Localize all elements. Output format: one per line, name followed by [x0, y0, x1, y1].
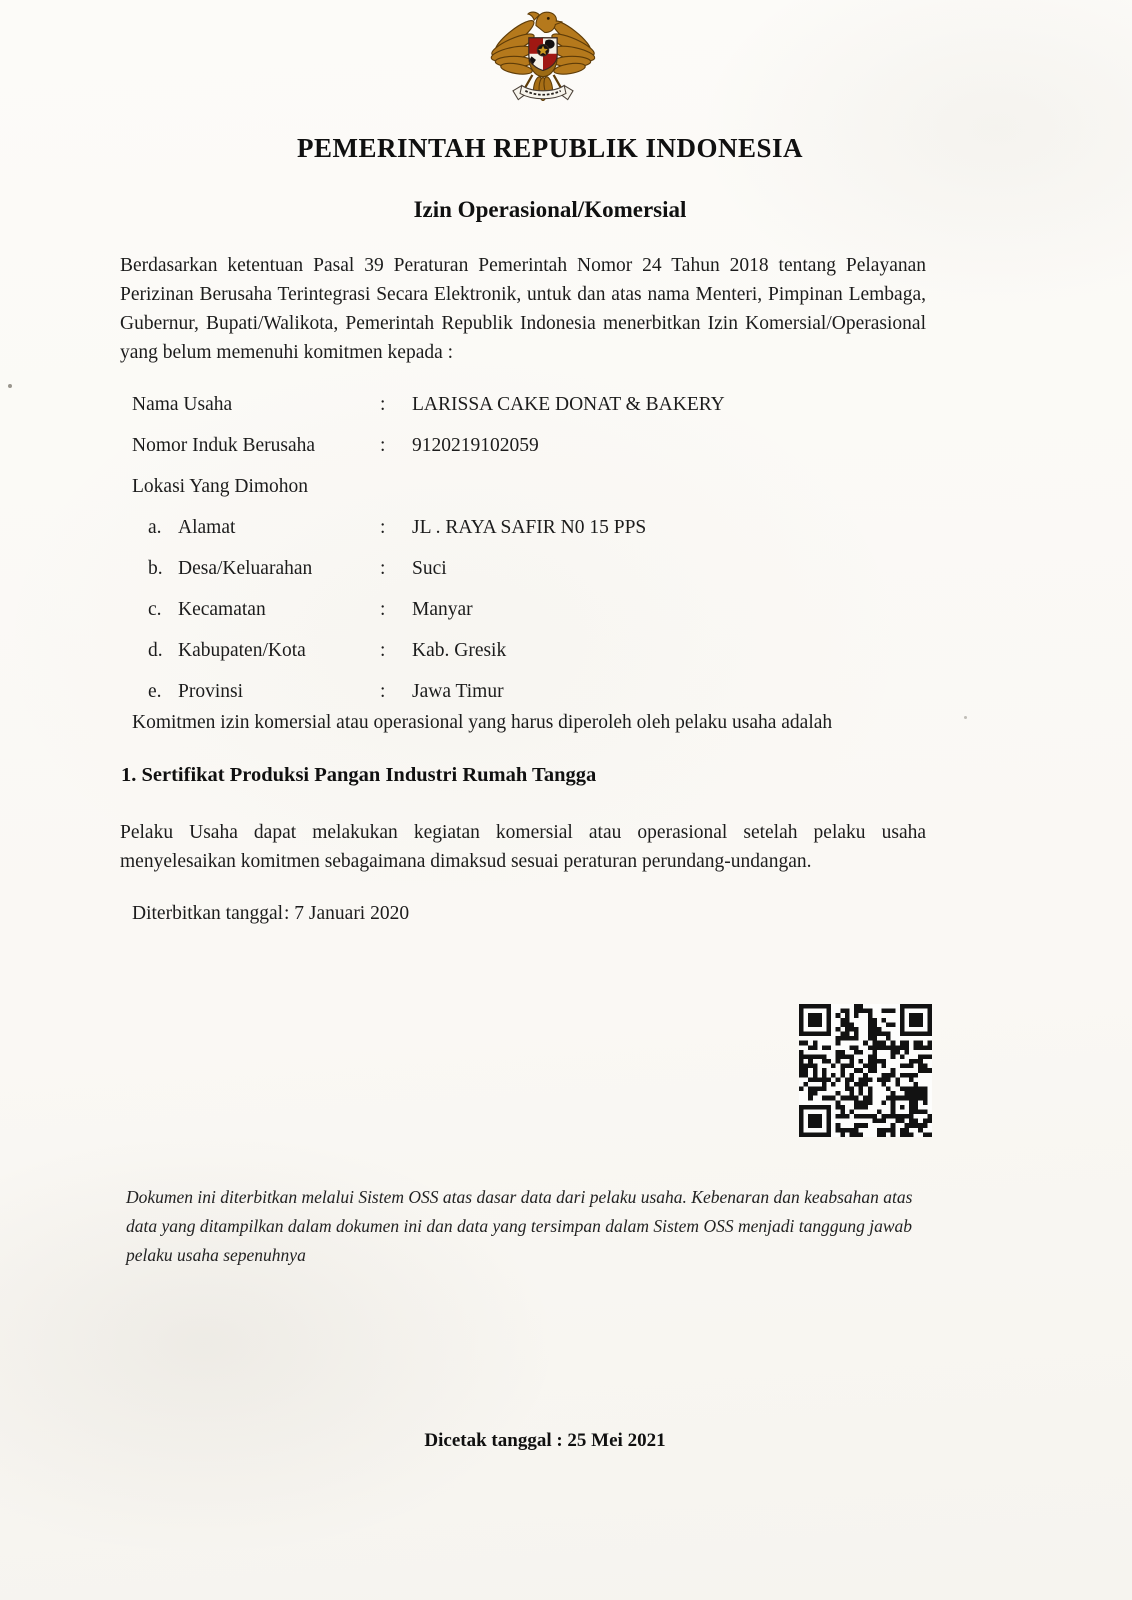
issued-date-label: Diterbitkan tanggal — [132, 903, 284, 924]
field-value: 9120219102059 — [412, 435, 539, 456]
field-colon: : — [380, 640, 386, 661]
field-label: Kabupaten/Kota — [178, 640, 306, 661]
item-letter: a. — [148, 517, 162, 538]
field-colon: : — [380, 517, 386, 538]
location-row-desa — [132, 558, 932, 599]
scan-speck — [8, 384, 12, 388]
field-colon: : — [380, 558, 386, 579]
location-row-kecamatan — [132, 599, 932, 640]
field-label: Provinsi — [178, 681, 244, 702]
field-value: LARISSA CAKE DONAT & BAKERY — [412, 394, 725, 415]
location-row-alamat — [132, 517, 932, 558]
field-row-lokasi — [132, 476, 932, 517]
field-value: Suci — [412, 558, 447, 579]
qr-code-icon — [799, 1004, 932, 1137]
field-label: Nama Usaha — [132, 394, 233, 415]
issued-date-value: : 7 Januari 2020 — [284, 903, 410, 924]
print-date: Dicetak tanggal : 25 Mei 2021 — [424, 1430, 666, 1451]
field-value: JL . RAYA SAFIR N0 15 PPS — [412, 517, 647, 538]
commitment-intro: Komitmen izin komersial atau operasional yang harus diperoleh oleh pelaku usaha adalah — [132, 712, 833, 733]
field-colon: : — [380, 394, 386, 415]
field-label: Desa/Keluarahan — [178, 558, 313, 579]
field-label: Lokasi Yang Dimohon — [132, 476, 309, 497]
item-letter: d. — [148, 640, 163, 661]
intro-paragraph: Berdasarkan ketentuan Pasal 39 Peraturan Pemerintah Nomor 24 Tahun 2018 tentang Pelayanan Perizinan Berusaha Terintegrasi Secara Elektronik, untuk dan atas nama Menteri, Pimpinan Lembaga, Gubernur, Bupati/Walikota, Pemerintah Republik Indonesia menerbitkan Izin Komersial/Operasional yang belum memenuhi komitmen kepada : — [120, 255, 926, 363]
garuda-pancasila-emblem — [490, 6, 596, 114]
item-letter: e. — [148, 681, 162, 702]
scan-speck — [964, 716, 967, 719]
field-value: Manyar — [412, 599, 473, 620]
field-row-nama-usaha — [132, 394, 932, 435]
government-title: PEMERINTAH REPUBLIK INDONESIA — [296, 133, 804, 163]
item-letter: b. — [148, 558, 163, 579]
business-fields — [132, 394, 932, 722]
qr-code — [799, 1004, 932, 1137]
field-label: Alamat — [178, 517, 236, 538]
field-colon: : — [380, 435, 386, 456]
field-colon: : — [380, 681, 386, 702]
commitment-item-heading: 1. Sertifikat Produksi Pangan Industri Rumah Tangga — [121, 764, 597, 786]
issued-date-row — [132, 899, 409, 928]
field-label: Nomor Induk Berusaha — [132, 435, 316, 456]
location-row-kabupaten — [132, 640, 932, 681]
garuda-pancasila-icon — [490, 6, 596, 112]
closing-paragraph: Pelaku Usaha dapat melakukan kegiatan komersial atau operasional setelah pelaku usaha menyelesaikan komitmen sebagaimana dimaksud sesuai peraturan perundang-undangan. — [120, 822, 926, 872]
field-colon: : — [380, 599, 386, 620]
field-value: Kab. Gresik — [412, 640, 507, 661]
field-row-nib — [132, 435, 932, 476]
disclaimer-note: Dokumen ini diterbitkan melalui Sistem OSS atas dasar data dari pelaku usaha. Kebenaran dan keabsahan atas data yang ditampilkan dalam dokumen ini dan data yang tersimpan dalam Sistem OSS menjadi tanggung jawab pelaku usaha sepenuhnya — [126, 1187, 913, 1265]
item-letter: c. — [148, 599, 162, 620]
document-title: Izin Operasional/Komersial — [413, 197, 687, 222]
field-value: Jawa Timur — [412, 681, 504, 702]
field-label: Kecamatan — [178, 599, 266, 620]
